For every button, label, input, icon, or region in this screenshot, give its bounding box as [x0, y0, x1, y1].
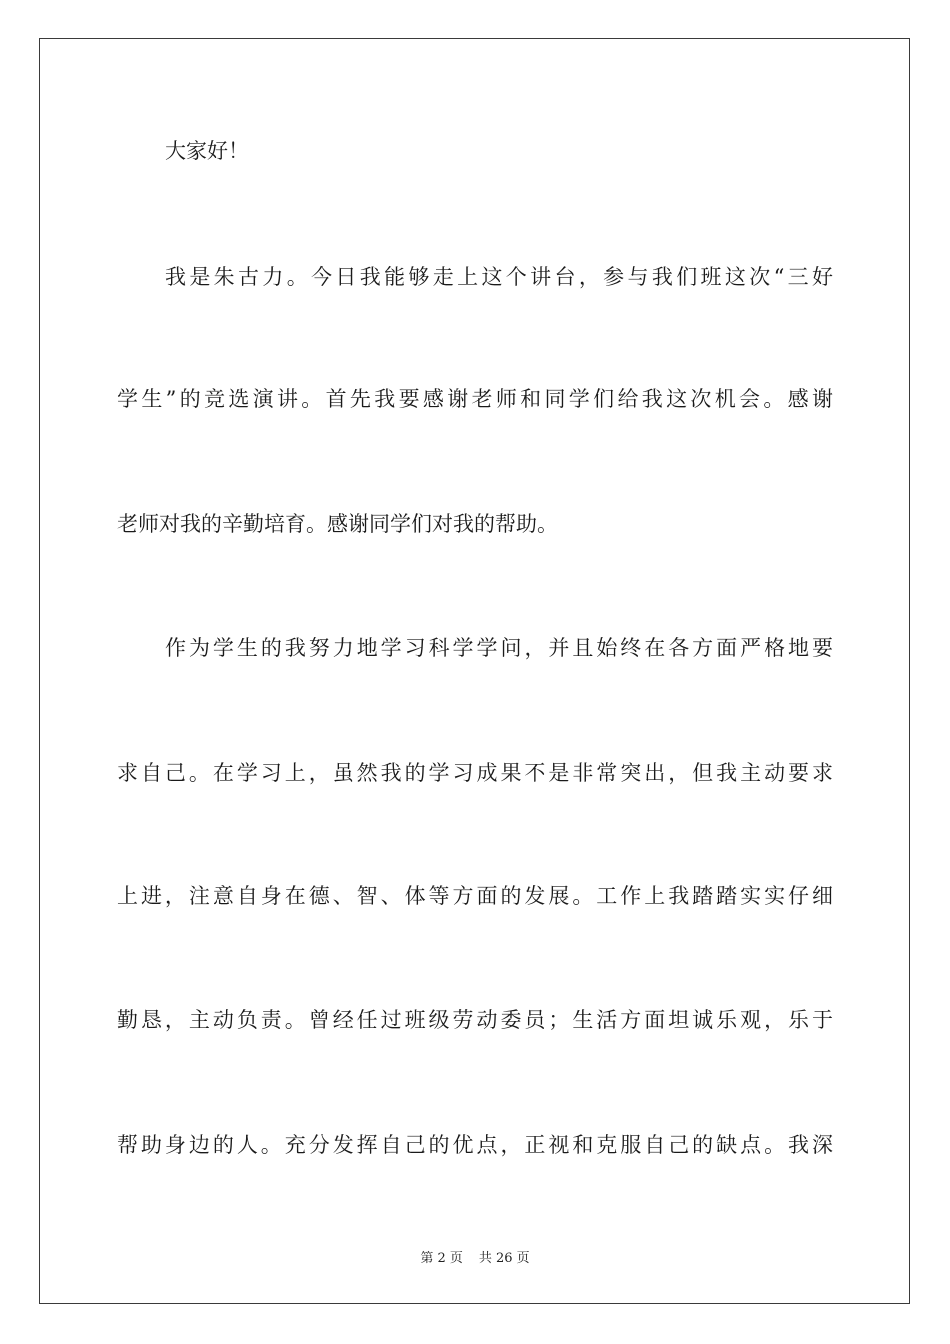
paragraph-2-line-5: 帮助身边的人。充分发挥自己的优点，正视和克服自己的缺点。我深: [117, 1133, 833, 1157]
paragraph-2-line-3: 上进，注意自身在德、智、体等方面的发展。工作上我踏踏实实仔细: [117, 884, 833, 908]
paragraph-1-line-3: 老师对我的辛勤培育。感谢同学们对我的帮助。: [117, 512, 558, 536]
page-number: 第 2 页: [420, 1251, 463, 1266]
paragraph-2-line-1: 作为学生的我努力地学习科学学问，并且始终在各方面严格地要: [165, 636, 833, 660]
paragraph-1-line-2: 学生”的竞选演讲。首先我要感谢老师和同学们给我这次机会。感谢: [117, 387, 833, 411]
greeting-line: 大家好！: [165, 139, 249, 163]
page-footer: [0, 1247, 950, 1266]
total-pages: 共 26 页: [478, 1251, 530, 1266]
paragraph-1-line-1: 我是朱古力。今日我能够走上这个讲台，参与我们班这次“三好: [165, 265, 833, 289]
page-border: [39, 38, 910, 1304]
paragraph-2-line-4: 勤恳，主动负责。曾经任过班级劳动委员；生活方面坦诚乐观，乐于: [117, 1008, 833, 1032]
paragraph-2-line-2: 求自己。在学习上，虽然我的学习成果不是非常突出，但我主动要求: [117, 761, 833, 785]
